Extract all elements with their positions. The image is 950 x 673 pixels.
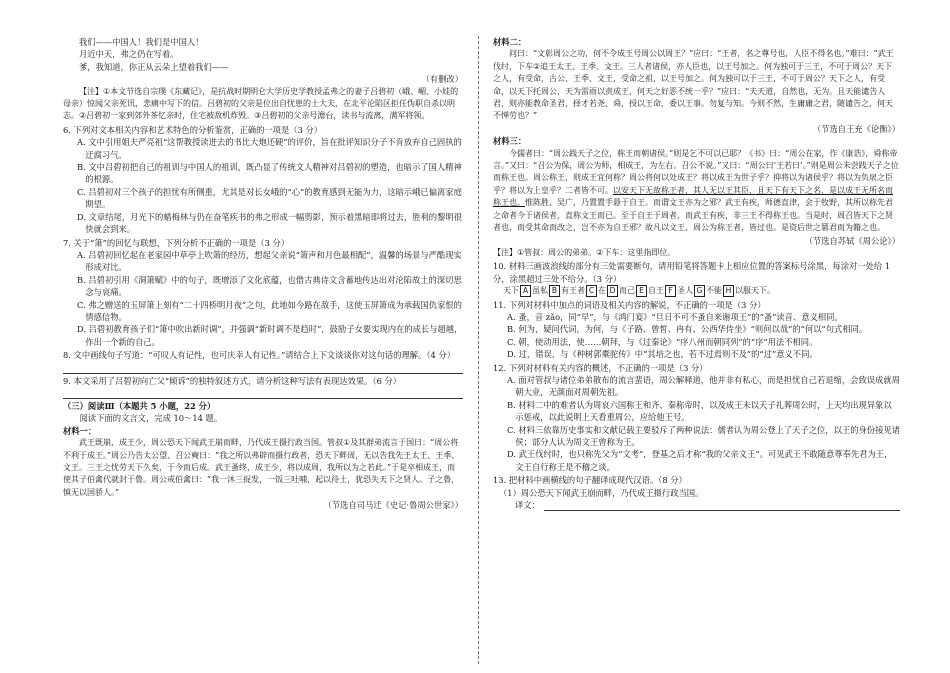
material-2-title: 材料二： — [493, 37, 527, 47]
q11-option-d: D. 过，错误，与《种树郭橐驼传》中“其培之也，若不过焉则不及”的“过”意义不同。 — [507, 349, 818, 360]
answer-line[interactable] — [63, 387, 463, 399]
q12-option-d: D. 武王伐纣时，也只称先父为“文考”，登基之后才称“我的父亲文王”。可见武王不敢随意尊奉先君为王，文王自行称王是不稽之谈。 — [507, 449, 893, 472]
poem-line: 爹，我知道，你正从云朵上望着我们—— — [79, 61, 229, 72]
material-3-source: （节选自苏轼《周公论》） — [804, 235, 900, 246]
q10-text: 自王 — [648, 286, 664, 296]
material-1-source: （节选自司马迁《史记·鲁周公世家》） — [323, 500, 463, 511]
poem-line: 我们——中国人！我们是中国人！ — [79, 37, 204, 47]
material-2-text: 问曰：“文彰周公之功，何不令成王号周公以周王？”应曰：“王者，名之尊号也，人臣不得名也。”难曰：“武王伐纣，下车②追王太王、王季、文王。三人者诸侯，亦人臣也，以王号加之。何为独可于三王，不可于周公？天下之人，有受命，古公、王季、文王，受命之祖，以王号加之。何为独可以于三王，不可于周公？天下之人，有受命，以天下托周公，天为雷雨以责成王，何天之好恶不统一乎？”应曰：“夫天道，自然也，无为。且天能谴告人君，则亦能教命圣君，择才若尧、舜，授以王命，委以王事。勿复与知。今则不然，生庸庸之君，随谴告之，何天不惮劳也？” — [493, 49, 894, 121]
question-6-stem: 6. 下列对文本相关内容和艺术特色的分析鉴赏，正确的一项是（3 分） — [63, 124, 323, 135]
q10-text: 天下 — [503, 286, 519, 296]
q10-text: 而己 — [619, 286, 635, 296]
q12-option-b: B. 材料二中的难者认为周哀六国称王和齐、秦称帝时，以及成王未以天子礼葬周公时，上天均出现异象以示惩戒，以此说明上天看重周公，应给他王号。 — [507, 399, 892, 423]
poem-line: 月近中天，弗之仍在写着。 — [79, 49, 179, 60]
q13-answer-label: 译文： — [515, 500, 540, 511]
material-1-title: 材料一： — [63, 425, 97, 436]
q10-text: 以服天下。 — [735, 286, 775, 296]
column-divider — [478, 36, 479, 664]
q6-option-c: C. 吕碧初对三个孩子的担忧有所侧重，尤其是对长女峨的“心”的教育感到无能为力，这暗示峨已偏离家庭期望。 — [77, 186, 462, 210]
question-13-stem: 13. 把材料中画横线的句子翻译成现代汉语。（8 分） — [493, 475, 687, 486]
wavy-underlined-sentence: 以安天下无故称王者，其人无以王其臣，且天下有天下之名，是以成王无所名而称王也。 — [493, 185, 893, 208]
q10-text: 有王者 — [561, 286, 585, 296]
q13-part-1: （1）周公恐天下闻武王崩而畔，乃代成王摄行政当国。 — [499, 487, 704, 498]
material-2-source: （节选自王充《论衡》） — [812, 123, 900, 134]
q10-text: 虽私 — [532, 286, 548, 296]
section-3-heading: （三）阅读Ⅲ（本题共 5 小题，22 分） — [63, 400, 216, 411]
material-3-text-b: 惟陈胜、吴广，乃置置手悬于自王。而谓文王亦为之邪？武王有疾，师德直津，会于牧野，其所以称先君之命者今于诸侯者，直称文王而已。至于自王于周者，而武王有疾，非三王不得称王也。当是时，周召皆天下之贤者也，而受其命而改之，岂不亦为自王邪？故凡以文王、周公为称王者，皆过也。是资后世之篡君而为籍之也。 — [493, 198, 893, 233]
question-7-stem: 7. 关于“箫”的回忆与联想，下列分析不正确的一项是（3 分） — [63, 237, 290, 248]
q6-option-a: A. 文中引用姐夫严亮祖“这帮教授读进去的书比大炮还硬”的评价，旨在批评知识分子不肯放弃自己固执的迂腐习气。 — [77, 137, 462, 160]
q10-slot-a[interactable]: A — [520, 285, 531, 297]
q10-slot-h[interactable]: H — [723, 285, 734, 297]
page-footer — [598, 660, 758, 670]
poem-source: （有删改） — [421, 74, 463, 85]
answer-line[interactable] — [544, 499, 900, 511]
q7-option-b: B. 吕碧初引用《洞箫赋》中的句子，既增添了文化底蕴，也借古典诗文含蓄地传达出对沦陷故土的深切思念与哀痛。 — [77, 274, 462, 298]
question-9: 9. 本文采用了吕碧初向亡父“倾诉”的独特叙述方式，请分析这种写法有表现达效果。（6 分） — [63, 375, 402, 386]
q7-option-d: D. 吕碧初教育孩子们“箫中吹出新时调”，并强调“新时调不是趋时”，鼓励子女要实现内在的成长与超越，作出一个新的自己。 — [77, 324, 463, 347]
q10-text: 在 — [598, 286, 606, 296]
question-10-stem: 10. 材料三画波浪线的部分有三处需要断句，请用铅笔将答题卡上相应位置的答案标号涂黑，每涂对一处给 1 分，涂黑超过三处不给分。（3 分） — [493, 261, 891, 284]
q10-text: 圣人 — [677, 286, 693, 296]
question-11-stem: 11. 下列对材料中加点的词语及相关内容的解说，不正确的一项是（3 分） — [493, 299, 766, 310]
q10-slot-d[interactable]: D — [607, 285, 618, 297]
q12-option-c: C. 材料三依靠历史事实和文献记载主要驳斥了两种说法：儒者认为周公登上了天子之位，以王的身份接见诸侯；部分人认为周文王曾称为王。 — [507, 424, 900, 447]
q7-option-a: A. 吕碧初回忆起在老家园中草亭上吹箫的经历，想起父亲说“箫声和月色最相配”，温馨的场景与严酷现实形成对比。 — [77, 249, 462, 273]
question-8: 8. 文中画线句子写道：“可叹人有记性，也可庆幸人有记性。”请结合上下文谈谈你对这句话的理解。（4 分） — [63, 350, 456, 361]
q10-slot-f[interactable]: F — [665, 285, 676, 297]
q11-option-c: C. 朝，使动用法，使……朝拜，与《过秦论》“序八州而朝同列”的“序”用法不相同。 — [507, 336, 818, 347]
q10-text: 不能 — [706, 286, 722, 296]
section-3-intro: 阅读下面的文言文，完成 10～14 题。 — [79, 413, 223, 424]
q13-answer-row — [493, 499, 900, 511]
q10-slot-e[interactable]: E — [636, 285, 647, 297]
q10-sentence — [493, 285, 900, 297]
q10-slot-b[interactable]: B — [549, 285, 560, 297]
q6-option-d: D. 文章结尾，月光下的蜡梅林与仍在奋笔疾书的弗之形成一幅剪影，预示着黑暗即将过去，胜利的黎明很快就会到来。 — [77, 211, 462, 235]
text-note: 【注】①本文节选自宗璞《东藏记》，是抗战时期明仑大学历史学教授孟弗之的妻子吕碧初（峨、嵋、小娃的母亲）惊闻父亲死讯，悲痛中写下的信。吕碧初的父亲是位出自忧患的士大夫，在北平沦陷区拒任伪职自杀以明志。②吕碧初一家到郊外茶忆亲时，住宅被敌机炸毁。③吕碧初的父亲号澹台，读书与流离，满军将领。 — [63, 86, 459, 121]
q12-option-a: A. 面对管叔与诸位弟弟散布的流言蜚语，周公解释道，他并非有私心，而是担忧自己若退缩，会致误成就周朝大业，无颜面对周朝先祖。 — [507, 374, 900, 398]
material-3-text-a: 今儒者曰：“周公践天子之位，称王而朝诸侯。”则是乞不可以已耶？《书》曰：“周公在家，作《康诰》，舜称帝言。”又曰：“召公为保，周公为师，相成王，为左右。召公不说。”又曰：“周公曰‘王若曰’。”则是周公未尝践天子之位而称王也。周公称王，则成王宜何称？周公将何以处成王？将以成王为世子乎？抑将以为诸侯乎？将以为负扆之臣乎？将以为上皇乎？二者皆不可。 — [493, 148, 899, 195]
material-3-note: 【注】①管叔：周公的弟弟。②下车：这里指即位。 — [493, 247, 676, 257]
q6-option-b: B. 文中吕碧初把自己的祖训与中国人的祖训，既凸显了传统文人精神对吕碧初的塑造，也暗示了国人精神的根源。 — [77, 162, 462, 185]
q10-slot-g[interactable]: G — [694, 285, 705, 297]
material-3-text — [493, 148, 900, 235]
q11-option-b: B. 何为，疑问代词，为何，与《子路、曾皙、冉有、公西华侍坐》“则何以哉”的“何以”句式相同。 — [507, 324, 868, 335]
left-column — [63, 36, 463, 512]
right-column — [493, 36, 900, 511]
material-1-text: 武王既崩，成王少，周公恐天下闻武王崩而畔，乃代成王摄行政当国。管叔①及其群弟流言于国曰：“周公将不利于成王。”周公乃告太公望、召公奭曰：“我之所以弗辟而摄行政者，恐天下畔周，无以告我先王太王、王季、文王。三王之忧劳天下久矣，于今而后成。武王蚤终，成王少，将以成周，我所以为之若此。”于是卒相成王，而使其子伯禽代就封于鲁。周公戒伯禽曰：“我一沐三捉发，一饭三吐哺，起以待士，犹恐失天下之贤人。子之鲁，慎无以国骄人。” — [63, 438, 460, 497]
q11-option-a: A. 蚤，音 zǎo，同“早”，与《鸿门宴》“旦日不可不蚤自来谢项王”的“蚤”读音、意义相同。 — [507, 311, 843, 322]
question-12-stem: 12. 下列对材料有关内容的概述，不正确的一项是（3 分） — [493, 362, 708, 373]
material-3-title: 材料三： — [493, 136, 527, 147]
q10-slot-c[interactable]: C — [586, 285, 597, 297]
q7-option-c: C. 弗之赠送的玉屏箫上刻有“二十四桥明月夜”之句，此地如今路在敌手，这使玉屏箫成为承载国仇家恨的情感信物。 — [77, 299, 462, 322]
answer-line[interactable] — [63, 362, 463, 374]
